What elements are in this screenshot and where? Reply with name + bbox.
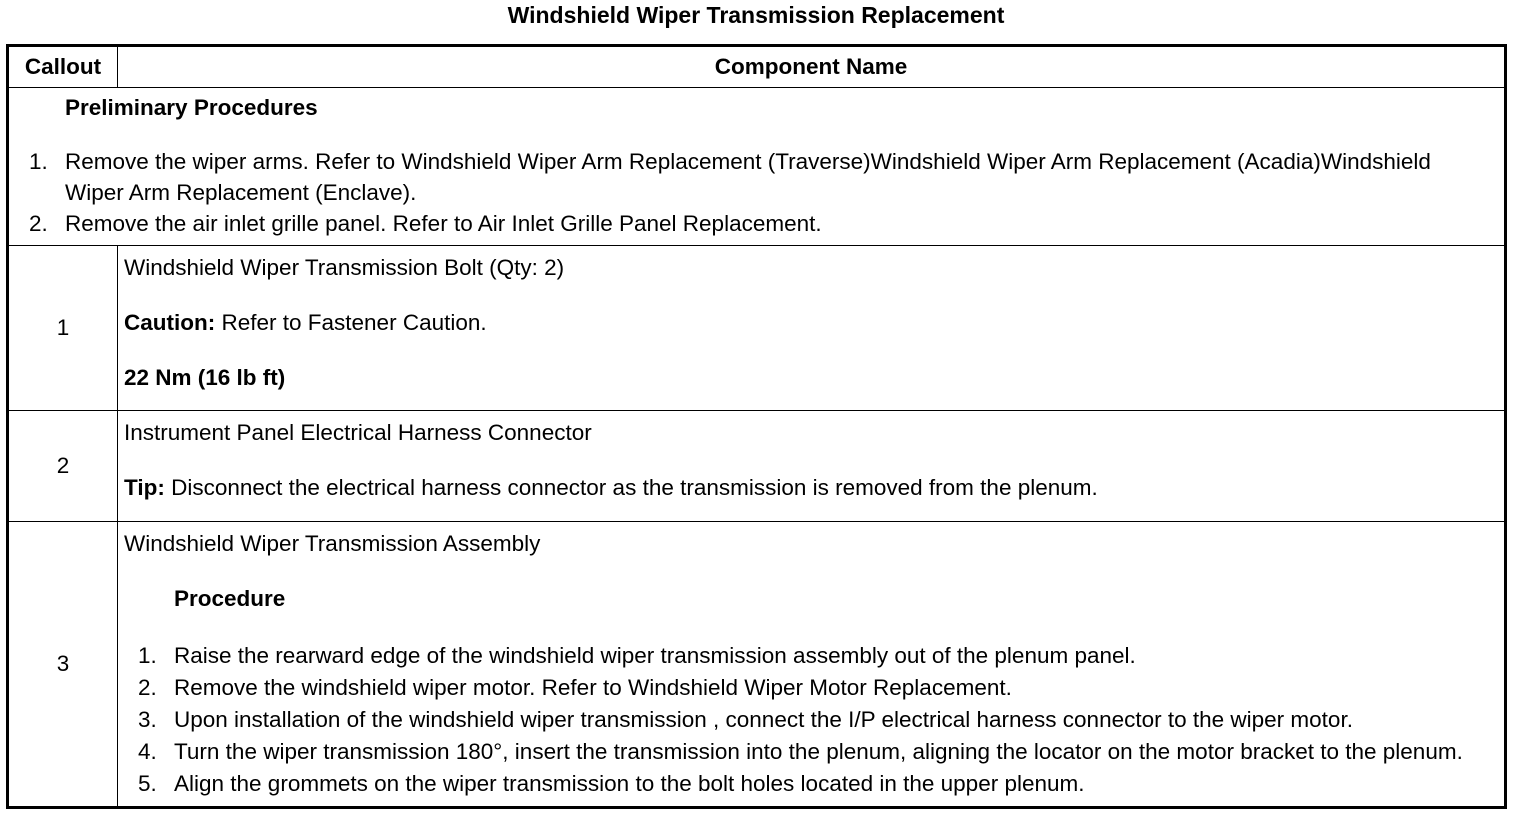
preliminary-heading: Preliminary Procedures: [65, 95, 318, 120]
list-item: [15, 146, 1494, 208]
step-text: Remove the air inlet grille panel. Refer to Air Inlet Grille Panel Replacement.: [65, 211, 822, 236]
tip-text: Disconnect the electrical harness connector as the transmission is removed from the plenum.: [164, 475, 1098, 500]
preliminary-row: [8, 88, 1506, 246]
callout-cell: 1: [8, 246, 118, 411]
preliminary-cell: [8, 88, 1506, 246]
component-name: Instrument Panel Electrical Harness Connector: [124, 420, 592, 445]
step-text: Turn the wiper transmission 180°, insert the transmission into the plenum, aligning the locator on the motor bracket to the plenum.: [174, 739, 1463, 764]
step-number: 2.: [29, 211, 48, 236]
procedure-steps: [124, 640, 1494, 800]
caution-label: Caution:: [124, 310, 216, 335]
callout-header: Callout: [8, 46, 118, 88]
list-item: [124, 736, 1494, 768]
table-row: [8, 411, 1506, 522]
preliminary-steps: [15, 146, 1494, 239]
step-text: Align the grommets on the wiper transmission to the bolt holes located in the upper plenum.: [174, 771, 1085, 796]
table-header-row: [8, 46, 1506, 88]
component-name: Windshield Wiper Transmission Assembly: [124, 531, 541, 556]
step-number: 2.: [138, 675, 157, 700]
step-text: Raise the rearward edge of the windshield wiper transmission assembly out of the plenum panel.: [174, 643, 1136, 668]
step-number: 4.: [138, 739, 157, 764]
step-text: Upon installation of the windshield wiper transmission , connect the I/P electrical harness connector to the wiper motor.: [174, 707, 1353, 732]
tip-label: Tip:: [124, 475, 165, 500]
step-number: 1.: [138, 643, 157, 668]
tip-note: [124, 474, 1494, 501]
list-item: [124, 768, 1494, 800]
caution-note: [124, 309, 1494, 336]
step-number: 1.: [29, 149, 48, 174]
component-cell: [118, 522, 1506, 808]
step-text: Remove the wiper arms. Refer to Windshield Wiper Arm Replacement (Traverse)Windshield Wiper Arm Replacement (Acadia)Windshield Wiper Arm Replacement (Enclave).: [65, 149, 1431, 205]
step-text: Remove the windshield wiper motor. Refer to Windshield Wiper Motor Replacement.: [174, 675, 1012, 700]
list-item: [15, 208, 1494, 239]
procedure-heading: Procedure: [174, 586, 286, 611]
page-title: Windshield Wiper Transmission Replacement: [507, 2, 1005, 28]
component-name: Windshield Wiper Transmission Bolt (Qty: 2): [124, 255, 565, 280]
callout-cell: 3: [8, 522, 118, 808]
step-number: 3.: [138, 707, 157, 732]
torque-spec: 22 Nm (16 lb ft): [124, 365, 286, 390]
caution-text: Refer to Fastener Caution.: [215, 310, 487, 335]
list-item: [124, 640, 1494, 672]
components-table: [6, 44, 1507, 809]
component-name-header: Component Name: [118, 46, 1506, 88]
step-number: 5.: [138, 771, 157, 796]
table-row: [8, 522, 1506, 808]
component-cell: [118, 246, 1506, 411]
list-item: [124, 704, 1494, 736]
list-item: [124, 672, 1494, 704]
table-row: [8, 246, 1506, 411]
component-cell: [118, 411, 1506, 522]
callout-cell: 2: [8, 411, 118, 522]
